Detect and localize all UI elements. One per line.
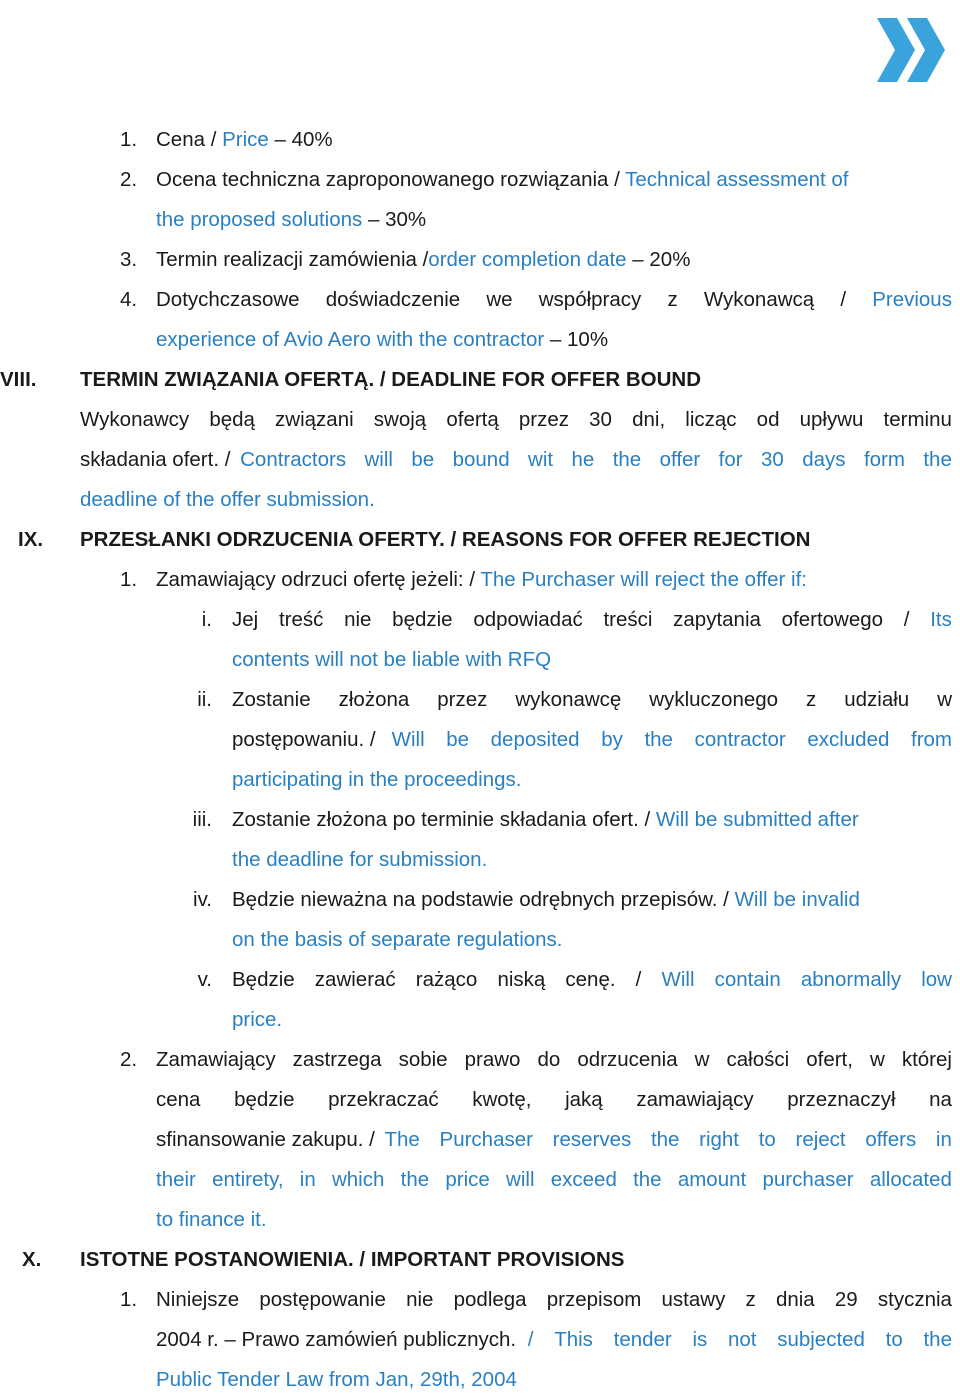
section-heading: PRZESŁANKI ODRZUCENIA OFERTY. / REASONS FOR OFFER REJECTION <box>80 528 811 551</box>
paragraph-line: składania ofert. / Contractors will be bound wit he the offer for 30 days form the <box>80 448 952 471</box>
paragraph-line: Wykonawcy będą związani swoją ofertą przez 30 dni, licząc od upływu terminu <box>80 408 952 431</box>
list-number: 2. <box>120 1048 138 1071</box>
weight-text: – 10% <box>544 328 609 351</box>
sub-item-line: postępowaniu. / Will be deposited by the contractor excluded from <box>232 728 952 751</box>
weight-text: – 30% <box>362 208 427 231</box>
sub-item-line: price. <box>232 1008 283 1031</box>
sub-item-line: Będzie zawierać rażąco niską cenę. / Will contain abnormally low <box>232 968 952 991</box>
roman-number: iii. <box>192 808 212 831</box>
double-chevron-logo-icon <box>875 10 955 90</box>
roman-number: i. <box>201 608 212 631</box>
list-number: 1. <box>120 568 138 591</box>
weight-text: – 20% <box>626 248 691 271</box>
sub-item-line: the deadline for submission. <box>232 848 488 871</box>
list-item-line: cena będzie przekraczać kwotę, jaką zamawiający przeznaczył na <box>156 1088 952 1111</box>
list-item-line: 2004 r. – Prawo zamówień publicznych. / This tender is not subjected to the <box>156 1328 952 1351</box>
criteria-technical-line2 <box>156 208 426 232</box>
criteria-completion-date <box>156 248 690 272</box>
sub-item-line: contents will not be liable with RFQ <box>232 648 552 671</box>
sub-item-line: on the basis of separate regulations. <box>232 928 563 951</box>
list-number: 2. <box>120 168 138 191</box>
polish-text: Cena / <box>156 128 223 151</box>
list-item-line: Public Tender Law from Jan, 29th, 2004 <box>156 1368 517 1391</box>
list-number: 4. <box>120 288 138 311</box>
criteria-price <box>156 128 333 152</box>
english-text: Price <box>222 128 269 151</box>
criteria-technical-line1 <box>156 168 848 192</box>
english-text: experience of Avio Aero with the contractor <box>156 328 545 351</box>
list-number: 3. <box>120 248 138 271</box>
sub-item-line: Zostanie złożona przez wykonawcę wykluczonego z udziału w <box>232 688 952 711</box>
paragraph-line: deadline of the offer submission. <box>80 488 375 511</box>
sub-item-line: participating in the proceedings. <box>232 768 522 791</box>
roman-number: v. <box>197 968 212 991</box>
sub-item-line: Jej treść nie będzie odpowiadać treści zapytania ofertowego / Its <box>232 608 952 631</box>
criteria-experience-line2 <box>156 328 608 352</box>
polish-text: Termin realizacji zamówienia / <box>156 248 429 271</box>
list-number: 1. <box>120 1288 138 1311</box>
sub-item-line: Zostanie złożona po terminie składania ofert. / Will be submitted after <box>232 808 859 831</box>
sub-item-line: Będzie nieważna na podstawie odrębnych przepisów. / Will be invalid <box>232 888 860 911</box>
section-heading: TERMIN ZWIĄZANIA OFERTĄ. / DEADLINE FOR OFFER BOUND <box>80 368 702 391</box>
section-heading: ISTOTNE POSTANOWIENIA. / IMPORTANT PROVISIONS <box>80 1248 625 1271</box>
list-item-line: sfinansowanie zakupu. / The Purchaser reserves the right to reject offers in <box>156 1128 952 1151</box>
weight-text: – 40% <box>268 128 333 151</box>
section-number: VIII. <box>0 368 37 391</box>
section-number: X. <box>22 1248 42 1271</box>
list-item-line: Zamawiający zastrzega sobie prawo do odrzucenia w całości ofert, w której <box>156 1048 952 1071</box>
list-item: Zamawiający odrzuci ofertę jeżeli: / The Purchaser will reject the offer if: <box>156 568 807 591</box>
list-item-line: to finance it. <box>156 1208 267 1231</box>
english-text: order completion date <box>428 248 627 271</box>
section-number: IX. <box>18 528 44 551</box>
criteria-experience-line1: Dotychczasowe doświadczenie we współpracy z Wykonawcą / Previous <box>156 288 952 311</box>
english-text: the proposed solutions <box>156 208 363 231</box>
polish-text: Ocena techniczna zaproponowanego rozwiązania / <box>156 168 626 191</box>
list-number: 1. <box>120 128 138 151</box>
roman-number: iv. <box>193 888 212 911</box>
list-item-line: Niniejsze postępowanie nie podlega przepisom ustawy z dnia 29 stycznia <box>156 1288 952 1311</box>
roman-number: ii. <box>197 688 212 711</box>
english-text: Technical assessment of <box>625 168 849 191</box>
list-item-line: their entirety, in which the price will exceed the amount purchaser allocated <box>156 1168 952 1191</box>
